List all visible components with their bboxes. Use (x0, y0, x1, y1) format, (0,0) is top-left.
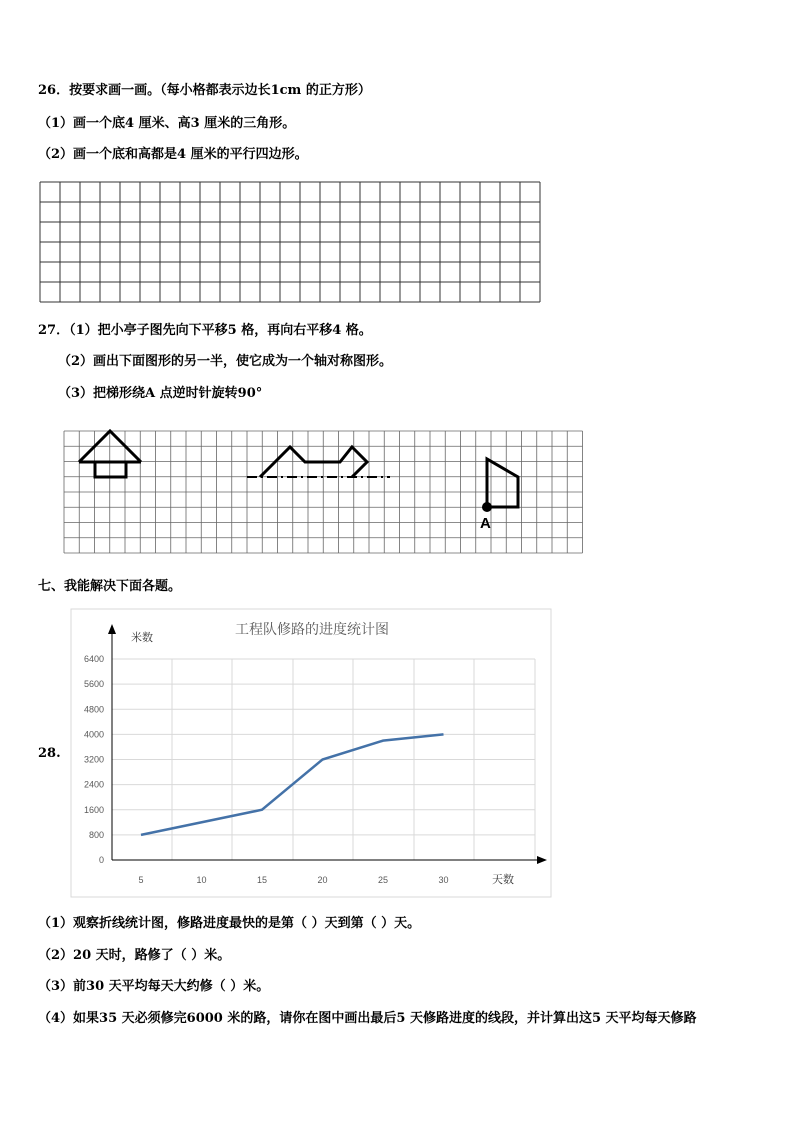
q28-question1: （1）观察折线统计图，修路进度最快的是第（ ）天到第（ ）天。 (38, 916, 421, 931)
q28-number: 28. (38, 746, 61, 761)
chart-title: 工程队修路的进度统计图 (235, 621, 389, 637)
point-a-label: A (480, 515, 491, 532)
x-tick-label: 10 (196, 875, 207, 885)
q27-part2: （2）画出下面图形的另一半，使它成为一个轴对称图形。 (58, 354, 393, 369)
q26-part1: （1）画一个底4 厘米、高3 厘米的三角形。 (38, 116, 296, 131)
y-tick-label: 0 (98, 855, 104, 865)
y-tick-label: 5600 (83, 679, 104, 690)
y-tick-label: 4800 (83, 704, 104, 715)
q27-part1: 27．（1）把小亭子图先向下平移5 格，再向右平移4 格。 (38, 323, 372, 338)
y-tick-label: 4000 (83, 729, 104, 740)
y-tick-label: 800 (88, 829, 104, 840)
y-tick-label: 2400 (83, 779, 104, 790)
q26-part2: （2）画一个底和高都是4 厘米的平行四边形。 (38, 147, 308, 162)
x-tick-label: 25 (377, 875, 389, 885)
q28-question2: （2）20 天时，路修了（ ）米。 (38, 948, 231, 963)
chart-frame (71, 609, 551, 897)
y-tick-label: 1600 (83, 804, 104, 815)
y-tick-label: 3200 (83, 754, 104, 765)
q26-title: 26．按要求画一画。（每小格都表示边长1cm 的正方形） (38, 83, 371, 98)
x-tick-label: 15 (256, 875, 268, 885)
x-tick-label: 20 (317, 875, 328, 885)
x-axis-label: 天数 (492, 874, 514, 886)
q28-question4: （4）如果35 天必须修完6000 米的路，请你在图中画出最后5 天修路进度的线段，并计算出这5 天平均每天修路 (38, 1011, 697, 1026)
section7-title: 七、我能解决下面各题。 (38, 579, 182, 594)
q27-part3: （3）把梯形绕A 点逆时针旋转90° (58, 386, 263, 401)
q28-question3: （3）前30 天平均每天大约修（ ）米。 (38, 979, 270, 994)
y-axis-label: 米数 (131, 632, 153, 644)
x-tick-label: 30 (438, 875, 449, 885)
x-tick-label: 5 (138, 875, 144, 885)
y-tick-label: 6400 (83, 654, 104, 664)
